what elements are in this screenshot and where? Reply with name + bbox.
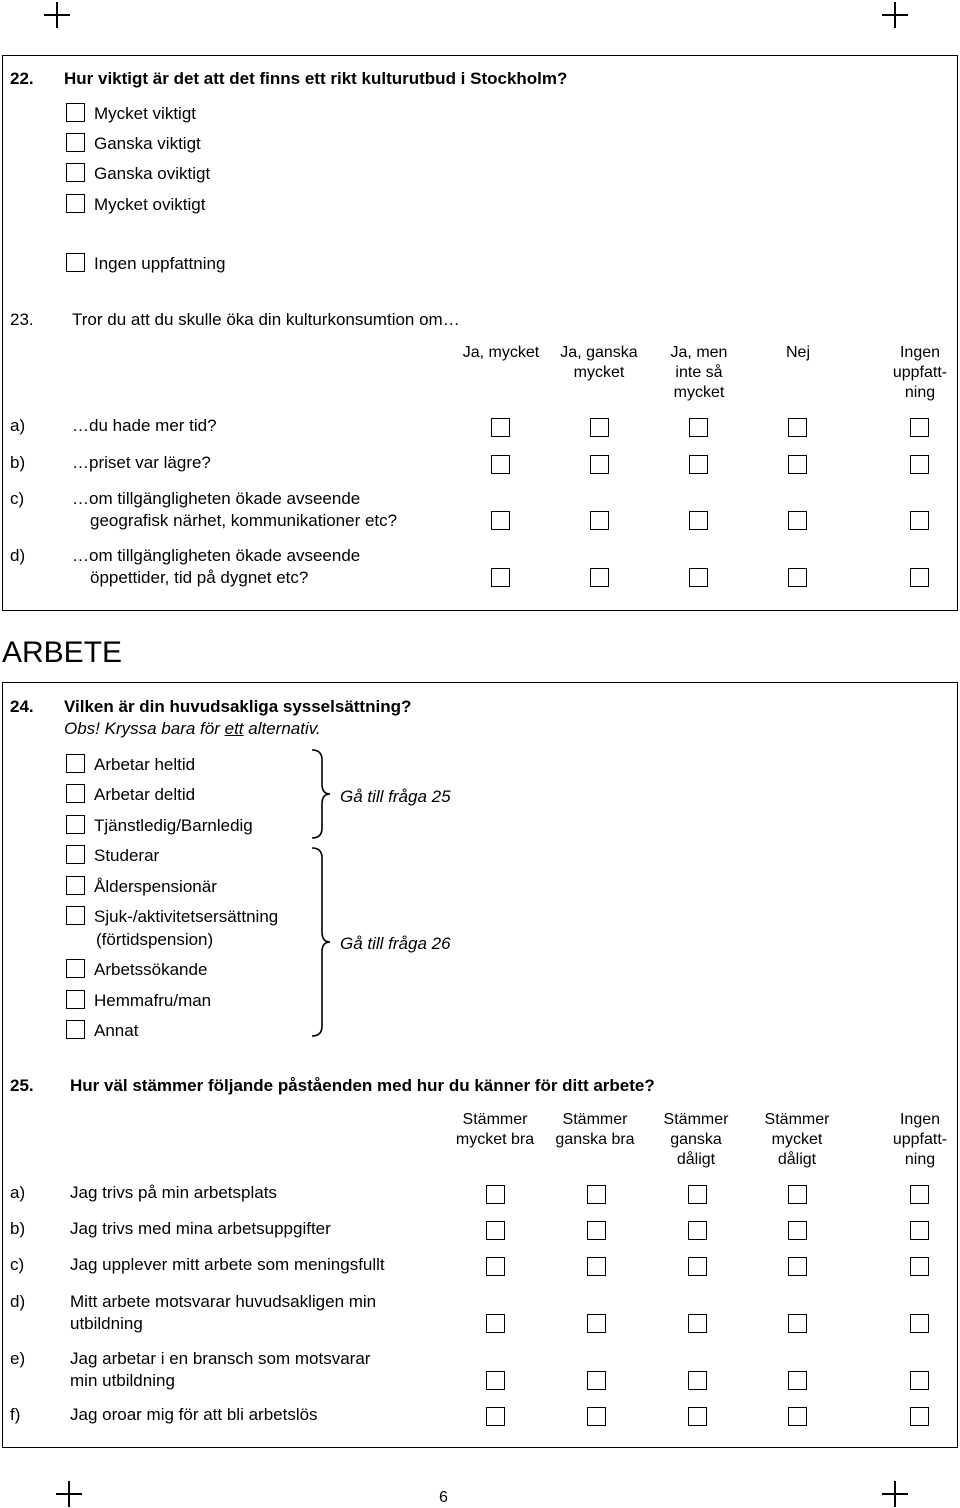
q23-row-a-checkbox-3[interactable] [689, 418, 708, 437]
q23-column-header-5: Ingen uppfatt-ning [892, 344, 948, 401]
q25-column-header-5: Ingen uppfatt-ning [892, 1111, 948, 1168]
q25-column-header-3: Stämmer ganska dåligt [663, 1111, 729, 1168]
q25-row-b-checkbox-2[interactable] [587, 1221, 606, 1240]
q22-option-3: Ganska oviktigt [94, 164, 211, 183]
q24-option-6: Sjuk-/aktivitetsersättning [94, 907, 279, 926]
q24-bracket-group-1 [300, 748, 340, 840]
q25-row-a-checkbox-4[interactable] [788, 1185, 807, 1204]
q24-checkbox-1[interactable] [66, 754, 85, 773]
q24-note-prefix: Obs! Kryssa bara för [64, 719, 225, 738]
q25-row-c-text: Jag upplever mitt arbete som meningsfullt [70, 1255, 385, 1274]
q23-row-b-letter: b) [10, 453, 26, 472]
q22-option-2: Ganska viktigt [94, 134, 201, 153]
registration-mark-top-left [44, 2, 70, 28]
q24-option-8: Hemmafru/man [94, 991, 212, 1010]
q25-row-e-checkbox-1[interactable] [486, 1371, 505, 1390]
q24-option-3: Tjänstledig/Barnledig [94, 816, 253, 835]
q24-checkbox-7[interactable] [66, 959, 85, 978]
q23-row-c-checkbox-4[interactable] [788, 511, 807, 530]
q25-row-e-checkbox-3[interactable] [688, 1371, 707, 1390]
q25-row-f-checkbox-1[interactable] [486, 1407, 505, 1426]
q25-row-e-checkbox-2[interactable] [587, 1371, 606, 1390]
q24-number: 24. [10, 697, 34, 716]
q22-checkbox-2[interactable] [66, 133, 85, 152]
q25-row-b-checkbox-4[interactable] [788, 1221, 807, 1240]
q25-row-b-checkbox-5[interactable] [910, 1221, 929, 1240]
q25-row-a-checkbox-5[interactable] [910, 1185, 929, 1204]
q25-column-header-1: Stämmer mycket bra [455, 1111, 535, 1148]
q23-row-c-checkbox-2[interactable] [590, 511, 609, 530]
q25-row-f-letter: f) [10, 1405, 21, 1424]
q25-row-e-text-line2: min utbildning [70, 1371, 175, 1390]
q24-goto-26: Gå till fråga 26 [340, 934, 451, 953]
q25-row-d-text-line1: Mitt arbete motsvarar huvudsakligen min [70, 1292, 377, 1311]
q22-checkbox-1[interactable] [66, 103, 85, 122]
q23-row-d-checkbox-5[interactable] [910, 568, 929, 587]
q23-row-b-checkbox-4[interactable] [788, 455, 807, 474]
q24-note-suffix: alternativ. [243, 719, 321, 738]
q24-question: Vilken är din huvudsakliga sysselsättning? [64, 697, 412, 716]
q22-checkbox-5[interactable] [66, 253, 85, 272]
q23-row-a-checkbox-4[interactable] [788, 418, 807, 437]
q25-row-e-letter: e) [10, 1349, 26, 1368]
q25-column-header-2: Stämmer ganska bra [555, 1111, 635, 1148]
registration-mark-bottom-left [56, 1481, 82, 1507]
q24-option-7: Arbetssökande [94, 960, 208, 979]
q25-row-e-text-line1: Jag arbetar i en bransch som motsvarar [70, 1349, 371, 1368]
q25-number: 25. [10, 1076, 34, 1095]
q23-row-a-checkbox-5[interactable] [910, 418, 929, 437]
q25-row-c-checkbox-5[interactable] [910, 1257, 929, 1276]
q25-row-d-checkbox-5[interactable] [910, 1314, 929, 1333]
q25-row-a-checkbox-3[interactable] [688, 1185, 707, 1204]
q23-row-c-checkbox-1[interactable] [491, 511, 510, 530]
q25-row-f-checkbox-3[interactable] [688, 1407, 707, 1426]
q23-row-a-letter: a) [10, 416, 26, 435]
q23-row-d-letter: d) [10, 546, 26, 565]
q25-row-c-checkbox-1[interactable] [486, 1257, 505, 1276]
q23-row-d-checkbox-2[interactable] [590, 568, 609, 587]
q23-row-b-checkbox-3[interactable] [689, 455, 708, 474]
q25-row-f-checkbox-4[interactable] [788, 1407, 807, 1426]
q23-row-c-text-line1: …om tillgängligheten ökade avseende [72, 489, 361, 508]
registration-mark-top-right [882, 2, 908, 28]
q25-row-c-letter: c) [10, 1255, 25, 1274]
q24-option-1: Arbetar heltid [94, 755, 196, 774]
q22-checkbox-4[interactable] [66, 194, 85, 213]
q23-question: Tror du att du skulle öka din kulturkonsumtion om… [72, 310, 460, 329]
q22-question: Hur viktigt är det att det finns ett rikt kulturutbud i Stockholm? [64, 69, 568, 88]
q23-row-d-checkbox-3[interactable] [689, 568, 708, 587]
q25-row-a-letter: a) [10, 1183, 26, 1202]
q25-row-d-checkbox-4[interactable] [788, 1314, 807, 1333]
q24-checkbox-9[interactable] [66, 1020, 85, 1039]
q24-checkbox-2[interactable] [66, 784, 85, 803]
q23-column-header-1: Ja, mycket [462, 344, 540, 361]
q23-row-d-text-line2: öppettider, tid på dygnet etc? [90, 568, 309, 587]
q25-row-f-checkbox-2[interactable] [587, 1407, 606, 1426]
q25-row-a-checkbox-2[interactable] [587, 1185, 606, 1204]
q25-row-d-text-line2: utbildning [70, 1314, 143, 1333]
q24-checkbox-4[interactable] [66, 845, 85, 864]
q23-row-c-checkbox-3[interactable] [689, 511, 708, 530]
q23-row-a-checkbox-2[interactable] [590, 418, 609, 437]
q22-number: 22. [10, 69, 34, 88]
q25-row-c-checkbox-2[interactable] [587, 1257, 606, 1276]
q25-row-b-text: Jag trivs med mina arbetsuppgifter [70, 1219, 331, 1238]
q23-number: 23. [10, 310, 34, 329]
q24-option-9: Annat [94, 1021, 139, 1040]
q24-option-4: Studerar [94, 846, 160, 865]
q23-row-b-checkbox-1[interactable] [491, 455, 510, 474]
q25-row-d-checkbox-3[interactable] [688, 1314, 707, 1333]
q23-row-b-checkbox-2[interactable] [590, 455, 609, 474]
q25-row-c-checkbox-4[interactable] [788, 1257, 807, 1276]
q23-row-b-text: …priset var lägre? [72, 453, 211, 472]
q23-column-header-4: Nej [785, 344, 810, 361]
q23-row-a-checkbox-1[interactable] [491, 418, 510, 437]
q25-row-b-checkbox-3[interactable] [688, 1221, 707, 1240]
q24-option-5: Ålderspensionär [94, 877, 217, 896]
q24-option-2: Arbetar deltid [94, 785, 196, 804]
q23-row-c-letter: c) [10, 489, 25, 508]
q24-goto-25: Gå till fråga 25 [340, 787, 451, 806]
q23-row-a-text: …du hade mer tid? [72, 416, 217, 435]
q25-column-header-4: Stämmer mycket dåligt [764, 1111, 830, 1168]
q25-row-e-checkbox-4[interactable] [788, 1371, 807, 1390]
q25-row-c-checkbox-3[interactable] [688, 1257, 707, 1276]
q25-row-d-checkbox-2[interactable] [587, 1314, 606, 1333]
q25-row-d-letter: d) [10, 1292, 26, 1311]
q25-row-f-checkbox-5[interactable] [910, 1407, 929, 1426]
q24-note-underlined: ett [224, 719, 244, 738]
registration-mark-bottom-right [882, 1481, 908, 1507]
q22-checkbox-3[interactable] [66, 163, 85, 182]
q25-row-b-letter: b) [10, 1219, 26, 1238]
q23-row-d-text-line1: …om tillgängligheten ökade avseende [72, 546, 361, 565]
q23-row-c-text-line2: geografisk närhet, kommunikationer etc? [90, 511, 398, 530]
q24-checkbox-5[interactable] [66, 876, 85, 895]
q25-row-b-checkbox-1[interactable] [486, 1221, 505, 1240]
q24-option-6-continuation: (förtidspension) [96, 930, 214, 949]
q23-row-d-checkbox-1[interactable] [491, 568, 510, 587]
q23-row-c-checkbox-5[interactable] [910, 511, 929, 530]
q25-row-f-text: Jag oroar mig för att bli arbetslös [70, 1405, 318, 1424]
q24-note [64, 719, 321, 739]
q25-row-a-checkbox-1[interactable] [486, 1185, 505, 1204]
q23-row-d-checkbox-4[interactable] [788, 568, 807, 587]
q23-row-b-checkbox-5[interactable] [910, 455, 929, 474]
q25-row-e-checkbox-5[interactable] [910, 1371, 929, 1390]
q22-option-5: Ingen uppfattning [94, 254, 226, 273]
q24-bracket-group-2 [300, 846, 340, 1038]
q24-checkbox-3[interactable] [66, 815, 85, 834]
q23-column-header-3: Ja, men inte så mycket [670, 344, 728, 401]
q25-question: Hur väl stämmer följande påståenden med hur du känner för ditt arbete? [70, 1076, 655, 1095]
page-number: 6 [439, 1489, 448, 1506]
q25-row-d-checkbox-1[interactable] [486, 1314, 505, 1333]
q23-column-header-2: Ja, ganska mycket [560, 344, 638, 381]
q25-row-a-text: Jag trivs på min arbetsplats [70, 1183, 277, 1202]
q24-checkbox-6[interactable] [66, 906, 85, 925]
q22-option-4: Mycket oviktigt [94, 195, 206, 214]
section-heading: ARBETE [2, 636, 123, 669]
q24-checkbox-8[interactable] [66, 990, 85, 1009]
q22-option-1: Mycket viktigt [94, 104, 197, 123]
